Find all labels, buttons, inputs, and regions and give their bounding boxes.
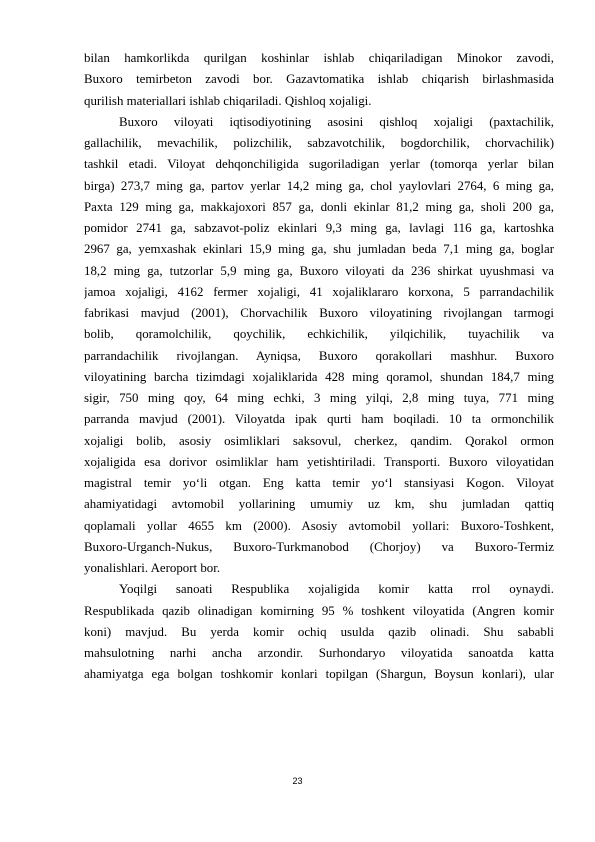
document-body [84,48,554,686]
text-line: magistral temir yo‘li otgan. Eng katta temir yo‘l stansiyasi Kogon. Viloyat [84,476,554,490]
text-line: pomidor 2741 ga, sabzavot-poliz ekinlari 9,3 ming ga, lavlagi 116 ga, kartoshka [84,221,554,235]
text-line: tashkil etadi. Viloyat dehqonchiligida sugoriladigan yerlar (tomorqa yerlar bilan [84,157,554,172]
text-line: parrandachilik rivojlangan. Ayniqsa, Buxoro qorakollari mashhur. Buxoro [84,348,554,363]
text-line: xojaligi bolib, asosiy osimliklari saksovul, cherkez, qandim. Qorakol ormon [84,433,554,448]
text-line: yonalishlari. Aeroport bor. [84,561,221,575]
text-line: qoplamali yollar 4655 km (2000). Asosiy avtomobil yollari: Buxoro-Toshkent, [84,518,554,533]
paragraph-start-line: Yoqilgi sanoati Respublika xojaligida komir katta rrol oynaydi. [119,582,554,597]
text-line: 18,2 ming ga, tutzorlar 5,9 ming ga, Buxoro viloyati da 236 shirkat uyushmasi va [84,263,554,278]
text-line: koni) mavjud. Bu yerda komir ochiq usulda qazib olinadi. Shu sababli [84,624,554,639]
text-line: qurilish materiallari ishlab chiqariladi. Qishloq xojaligi. [84,93,372,108]
text-line: mahsulotning narhi ancha arzondir. Surhondaryo viloyatida sanoatda katta [84,646,554,660]
text-line: gallachilik, mevachilik, polizchilik, sabzavotchilik, bogdorchilik, chorvachilik) [84,136,554,150]
text-line: 2967 ga, yemxashak ekinlari 15,9 ming ga, shu jumladan beda 7,1 ming ga, boglar [84,242,554,257]
text-line: ahamiyatidagi avtomobil yollarining umumiy uz km, shu jumladan qattiq [84,497,554,512]
text-line: fabrikasi mavjud (2001), Chorvachilik Buxoro viloyatining rivojlangan tarmogi [84,306,554,320]
text-line: bolib, qoramolchilik, qoychilik, echkichilik, yilqichilik, tuyachilik va [84,327,554,342]
text-line: jamoa xojaligi, 4162 fermer xojaligi, 41 xojaliklararo korxona, 5 parrandachilik [84,284,554,299]
text-line: sigir, 750 ming qoy, 64 ming echki, 3 ming yilqi, 2,8 ming tuya, 771 ming [84,391,554,405]
page-number: 23 [292,776,303,786]
text-line: parranda mavjud (2001). Viloyatda ipak qurti ham boqiladi. 10 ta ormonchilik [84,412,554,427]
paragraph-start-line: Buxoro viloyati iqtisodiyotining asosini qishloq xojaligi (paxtachilik, [119,114,554,129]
text-line: birga) 273,7 ming ga, partov yerlar 14,2 ming ga, chol yaylovlari 2764, 6 ming ga, [84,178,554,193]
text-line: xojaligida esa dorivor osimliklar ham yetishtiriladi. Transporti. Buxoro viloyatidan [84,454,554,469]
text-line: viloyatining barcha tizimdagi xojaliklarida 428 ming qoramol, shundan 184,7 ming [84,369,554,384]
text-line: ahamiyatga ega bolgan toshkomir konlari topilgan (Shargun, Boysun konlari), ular [84,667,554,682]
text-line: Buxoro-Urganch-Nukus, Buxoro-Turkmanobod (Chorjoy) va Buxoro-Termiz [84,539,554,554]
text-line: Paxta 129 ming ga, makkajoxori 857 ga, donli ekinlar 81,2 ming ga, sholi 200 ga, [84,199,554,214]
text-line: Buxoro temirbeton zavodi bor. Gazavtomatika ishlab chiqarish birlashmasida [84,72,554,87]
text-line: Respublikada qazib olinadigan komirning 95 % toshkent viloyatida (Angren komir [84,603,554,618]
text-line: bilan hamkorlikda qurilgan koshinlar ishlab chiqariladigan Minokor zavodi, [84,51,554,65]
